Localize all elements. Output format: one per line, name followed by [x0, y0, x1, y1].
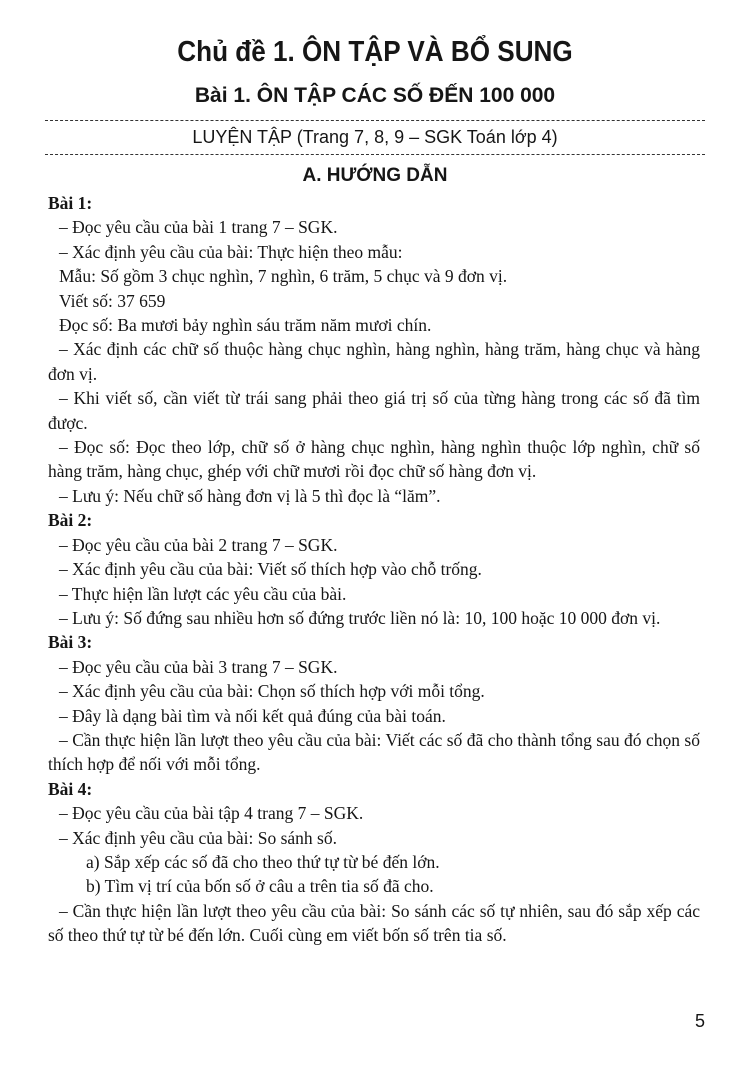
exercise-title: Bài 3: [48, 632, 93, 653]
lesson-title: Bài 1. ÔN TẬP CÁC SỐ ĐẾN 100 000 [194, 84, 556, 107]
exercise-subline: b) Tìm vị trí của bốn số ở câu a trên tia số đã cho. [86, 876, 434, 897]
exercise-4 [48, 777, 700, 948]
header-divider-top [45, 120, 705, 121]
exercise-line: – Đọc yêu cầu của bài 1 trang 7 – SGK. [59, 217, 338, 238]
exercise-line: – Thực hiện lần lượt các yêu cầu của bài. [59, 583, 347, 604]
page-number: 5 [694, 1011, 705, 1031]
exercise-line: – Xác định các chữ số thuộc hàng chục nghìn, hàng nghìn, hàng trăm, hàng chục và hàng đơn vị. [48, 339, 700, 384]
exercise-line: – Đọc số: Đọc theo lớp, chữ số ở hàng chục nghìn, hàng nghìn thuộc lớp nghìn, chữ số hàng trăm, hàng chục, ghép với chữ mươi rồi đọc chữ số hàng đơn vị. [48, 437, 700, 482]
exercise-title: Bài 1: [48, 193, 93, 213]
exercise-line: – Xác định yêu cầu của bài: Chọn số thích hợp với mỗi tổng. [59, 681, 485, 702]
exercise-line: – Đọc yêu cầu của bài 3 trang 7 – SGK. [59, 656, 338, 677]
exercise-line: – Cần thực hiện lần lượt theo yêu cầu của bài: Viết các số đã cho thành tổng sau đó chọn số thích hợp để nối với mỗi tổng. [48, 729, 700, 775]
exercise-line: – Đọc yêu cầu của bài 2 trang 7 – SGK. [59, 534, 338, 555]
exercise-line: – Xác định yêu cầu của bài: Viết số thích hợp vào chỗ trống. [59, 559, 482, 580]
topic-title: Chủ đề 1. ÔN TẬP VÀ BỔ SUNG [177, 36, 573, 68]
exercise-line: – Khi viết số, cần viết từ trái sang phải theo giá trị số của từng hàng trong các số đã tìm được. [48, 388, 700, 433]
exercise-3 [48, 630, 700, 776]
practice-header: LUYỆN TẬP (Trang 7, 8, 9 – SGK Toán lớp 4) [192, 127, 558, 147]
exercise-line: – Cần thực hiện lần lượt theo yêu cầu của bài: So sánh các số tự nhiên, sau đó sắp xếp các số theo thứ tự từ bé đến lớn. Cuối cùng em viết bốn số trên tia số. [48, 900, 700, 946]
exercise-line: Đọc số: Ba mươi bảy nghìn sáu trăm năm mươi chín. [59, 315, 432, 336]
exercise-line: – Đọc yêu cầu của bài tập 4 trang 7 – SGK. [59, 803, 364, 824]
exercise-line: – Lưu ý: Nếu chữ số hàng đơn vị là 5 thì đọc là “lăm”. [59, 485, 441, 506]
exercise-line: – Xác định yêu cầu của bài: So sánh số. [59, 827, 337, 848]
section-heading: A. HƯỚNG DẪN [302, 165, 448, 186]
exercise-line: Mẫu: Số gồm 3 chục nghìn, 7 nghìn, 6 trăm, 5 chục và 9 đơn vị. [59, 266, 508, 287]
exercise-line: – Xác định yêu cầu của bài: Thực hiện theo mẫu: [59, 241, 403, 262]
exercise-line: – Lưu ý: Số đứng sau nhiều hơn số đứng trước liền nó là: 10, 100 hoặc 10 000 đơn vị. [59, 607, 661, 628]
exercise-line: Viết số: 37 659 [59, 290, 166, 311]
exercise-title: Bài 4: [48, 778, 93, 799]
exercise-2 [48, 508, 700, 630]
header-divider-bottom [45, 154, 705, 155]
exercise-1 [48, 191, 700, 508]
exercise-title: Bài 2: [48, 510, 93, 531]
exercise-content [48, 191, 700, 948]
exercise-line: – Đây là dạng bài tìm và nối kết quả đúng của bài toán. [59, 705, 446, 726]
exercise-subline: a) Sắp xếp các số đã cho theo thứ tự từ bé đến lớn. [86, 851, 440, 872]
